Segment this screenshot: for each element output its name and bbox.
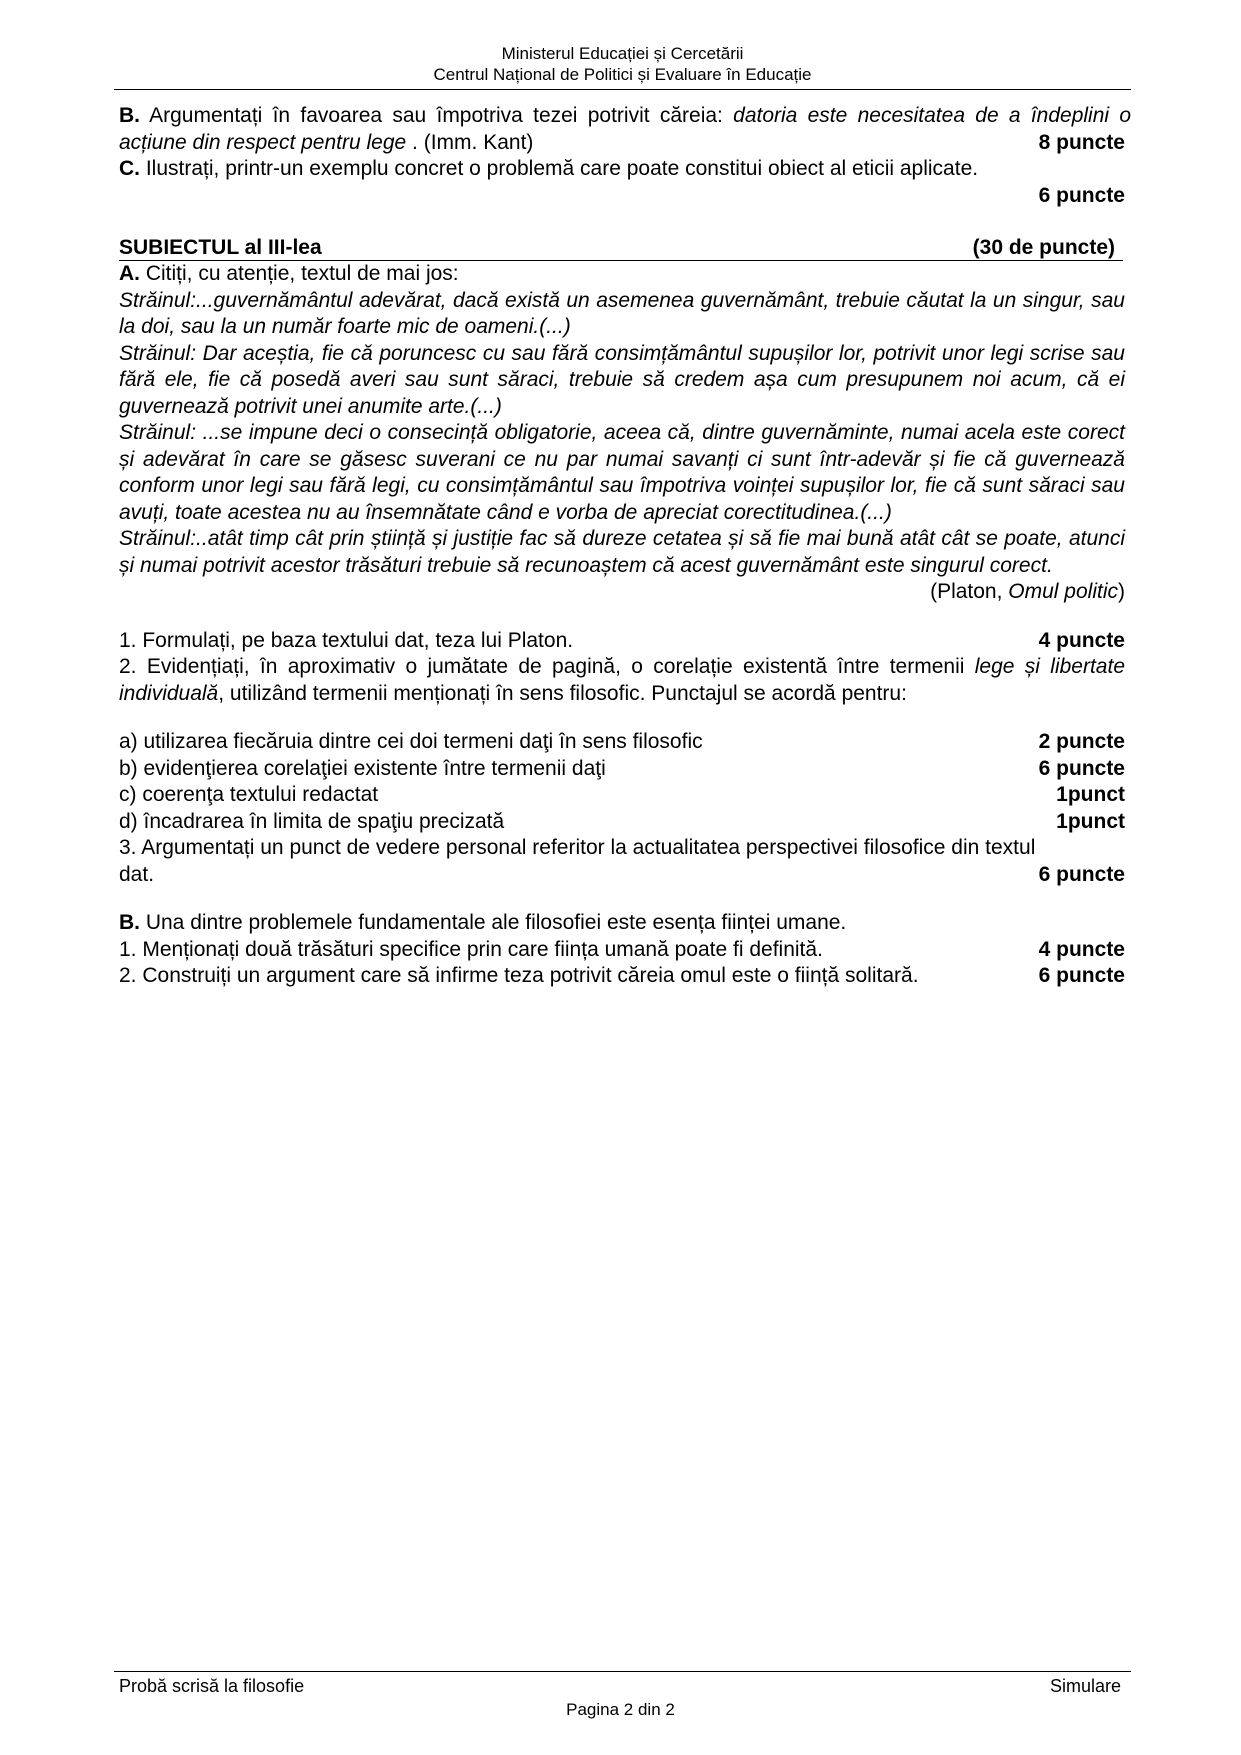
page-header (114, 43, 1131, 85)
item-c-label: C. (119, 157, 140, 180)
footer-divider (114, 1671, 1131, 1672)
excerpt-paragraph: Străinul:..atât timp cât prin știință și justiție fac să dureze cetatea și să fie mai bună atât cât se poate, atunci și numai potrivit acestor trăsături trebuie să recunoaștem că acest guvernământ este singurul corect. (119, 527, 1125, 577)
question-3-line1: 3. Argumentați un punct de vedere personal referitor la actualitatea perspectivei filosofice din textul (119, 836, 1036, 859)
question-b1 (119, 937, 1131, 964)
excerpt-paragraph: Străinul: ...se impune deci o consecință obligatorie, aceea că, dintre guvernăminte, numai acela este corect și adevărat în care se găsesc suverani ce nu par numai savanți ci sunt într-adevăr și fie că guvernează conform unor legi sau fără legi, cu consimțământul sau împotriva voinței supușilor lor, fie că sunt săraci sau avuți, toate acestea nu au însemnătate când e vorba de apreciat corectitudinea.(...) (119, 421, 1125, 524)
question-b2-points: 6 puncte (1038, 964, 1125, 987)
subject3-heading (119, 236, 1123, 261)
item-c-text: Ilustrați, printr-un exemplu concret o problemă care poate constitui obiect al eticii aplicate. (140, 157, 979, 180)
question-b1-points: 4 puncte (1038, 937, 1125, 961)
page-number: Pagina 2 din 2 (566, 1700, 675, 1719)
exam-content (119, 103, 1131, 990)
footer-session: Simulare (1049, 1676, 1121, 1696)
item-b-quote: datoria este necesitatea de a îndeplini o acțiune din respect pentru lege (119, 104, 1132, 154)
question-2: 2. Evidențiați, în aproximativ o jumătate de pagină, o corelație existentă între termenii lege și libertate individuală, utilizând termenii menționați în sens filosofic. Punctajul se acordă pentru: (119, 655, 1125, 705)
source-title: Omul politic (1008, 580, 1118, 603)
excerpt-paragraph: Străinul: Dar aceștia, fie că poruncesc cu sau fără consimțământul supușilor lor, potrivit unor legi scrise sau fără ele, fie că posedă averi sau sunt săraci, trebuie să credem așa cum presupunem noi acum, că ei guvernează potrivit unei anumite arte.(...) (119, 341, 1125, 418)
question-3-line2: dat. (119, 862, 155, 886)
question-3 (119, 835, 1131, 888)
question-1-text: 1. Formulați, pe baza textului dat, teza lui Platon. (119, 628, 574, 652)
question-b2 (119, 963, 1131, 990)
question-2-terms: lege și libertate individuală (119, 655, 1125, 705)
item-c-points: 6 puncte (1038, 183, 1125, 207)
subject3-b-intro: B. Una dintre problemele fundamentale ale filosofiei este esența ființei umane. (119, 911, 847, 934)
item-b-label: B. (119, 104, 140, 127)
excerpt-paragraph: Străinul:...guvernământul adevărat, dacă există un asemenea guvernământ, trebuie căutat la un singur, sau la doi, sau la un număr foarte mic de oameni.(...) (119, 288, 1125, 338)
question-b1-text: 1. Menționați două trăsături specifice prin care ființa umană poate fi definită. (119, 937, 823, 961)
criteria-row: a) utilizarea fiecăruia dintre cei doi termeni daţi în sens filosofic 2 puncte (119, 730, 1125, 753)
subject3-b-label: B. (119, 911, 140, 934)
subject3-title: SUBIECTUL al III-lea (119, 236, 322, 259)
criteria-row: c) coerenţa textului redactat 1punct (119, 783, 1125, 806)
subject3-a-text: Citiți, cu atenție, textul de mai jos: (140, 262, 459, 285)
criteria-row: d) încadrarea în limita de spaţiu precizată 1punct (119, 809, 1125, 833)
header-center: Centrul Național de Politici și Evaluare în Educație (433, 65, 812, 84)
header-divider (114, 89, 1131, 90)
excerpt-source: (Platon, Omul politic) (930, 580, 1125, 603)
subject3-points: (30 de puncte) (972, 236, 1115, 259)
item-b-citation: . (Imm. Kant) (412, 130, 534, 154)
part2-item-c (119, 156, 1131, 183)
question-1 (119, 628, 1131, 655)
criteria-row: b) evidenţierea corelaţiei existente între termenii daţi 6 puncte (119, 756, 1125, 780)
question-b2-text: 2. Construiți un argument care să infirme teza potrivit căreia omul este o ființă solitară. (119, 964, 919, 987)
header-ministry: Ministerul Educației și Cercetării (501, 44, 744, 63)
footer-exam-name: Probă scrisă la filosofie (119, 1676, 305, 1696)
question-1-points: 4 puncte (1038, 628, 1125, 652)
subject3-a-label: A. (119, 262, 140, 285)
subject3-a-intro (119, 261, 1131, 288)
question-3-points: 6 puncte (1038, 862, 1125, 886)
item-b-points: 8 puncte (1038, 130, 1125, 154)
item-b-text: Argumentați în favoarea sau împotriva tezei potrivit căreia: (140, 104, 734, 127)
